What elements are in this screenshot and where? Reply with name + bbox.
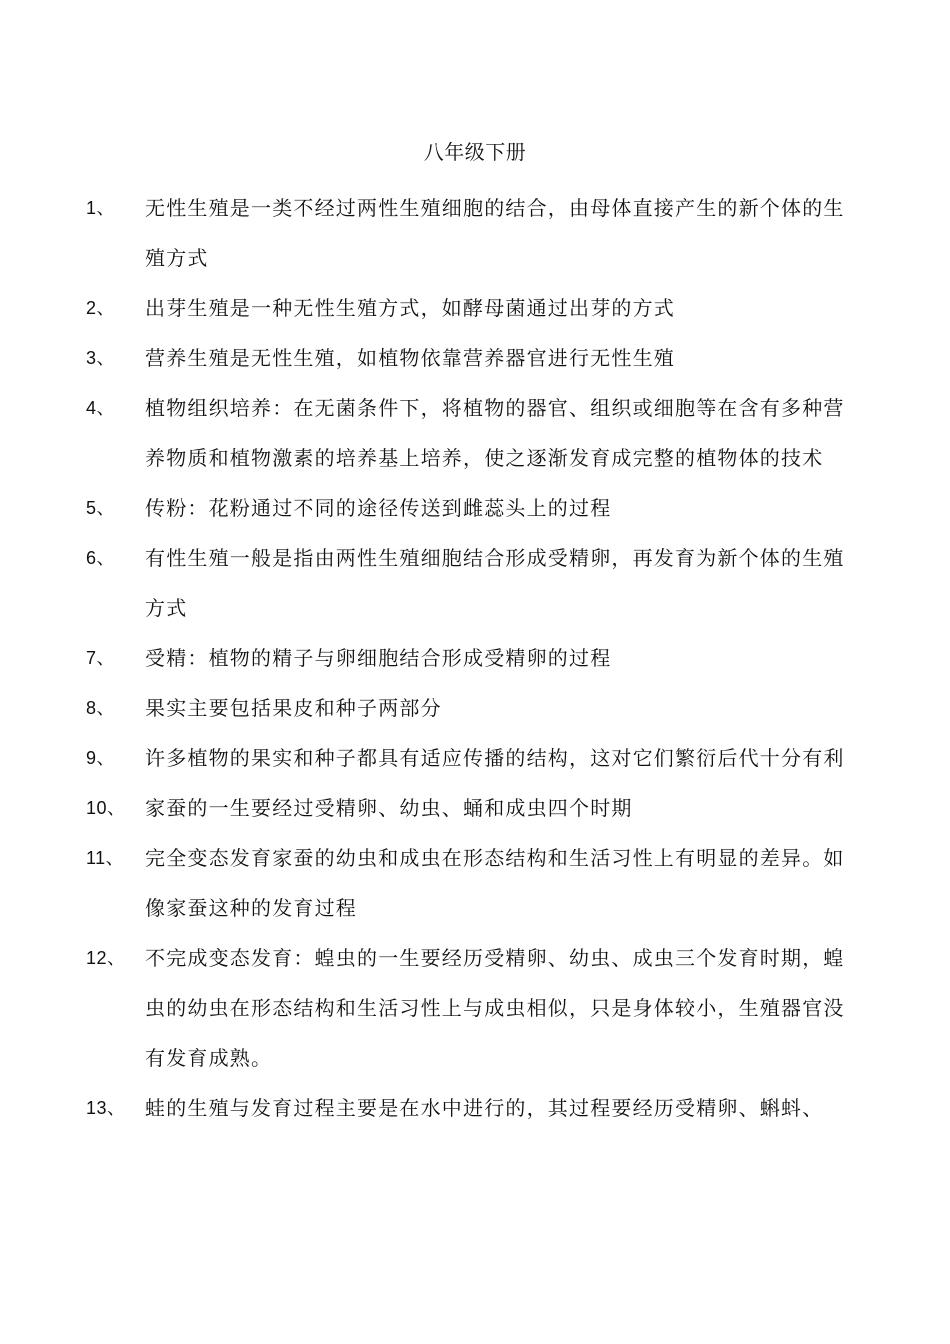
item-text: 家蚕的一生要经过受精卵、幼虫、蛹和成虫四个时期 [145,796,633,820]
list-item [0,283,950,333]
item-text: 出芽生殖是一种无性生殖方式，如酵母菌通过出芽的方式 [145,296,675,320]
item-number: 3、 [86,348,116,368]
list-item [0,533,950,633]
item-text: 果实主要包括果皮和种子两部分 [145,696,442,720]
list-item [0,933,950,1083]
item-number: 13、 [86,1098,126,1118]
list-item [0,383,950,483]
item-number: 12、 [86,948,126,968]
item-text: 传粉：花粉通过不同的途径传送到雌蕊头上的过程 [145,496,612,520]
list-item [0,833,950,933]
item-text: 植物组织培养：在无菌条件下，将植物的器官、组织或细胞等在含有多种营养物质和植物激素的培养基上培养，使之逐渐发育成完整的植物体的技术 [145,396,845,470]
item-text: 有性生殖一般是指由两性生殖细胞结合形成受精卵，再发育为新个体的生殖方式 [145,546,845,620]
list-item [0,333,950,383]
list-item [0,483,950,533]
numbered-list [0,183,950,1133]
item-number: 7、 [86,648,116,668]
item-number: 8、 [86,698,116,718]
item-number: 10、 [86,798,126,818]
item-number: 9、 [86,748,116,768]
item-number: 2、 [86,298,116,318]
item-number: 5、 [86,498,116,518]
list-item [0,183,950,283]
item-text: 不完成变态发育：蝗虫的一生要经历受精卵、幼虫、成虫三个发育时期，蝗虫的幼虫在形态结构和生活习性上与成虫相似，只是身体较小，生殖器官没有发育成熟。 [145,946,845,1070]
item-number: 6、 [86,548,116,568]
list-item [0,783,950,833]
item-text: 完全变态发育家蚕的幼虫和成虫在形态结构和生活习性上有明显的差异。如像家蚕这种的发育过程 [145,846,845,920]
item-number: 4、 [86,398,116,418]
list-item [0,683,950,733]
list-item [0,633,950,683]
list-item [0,1083,950,1133]
list-item [0,733,950,783]
item-text: 营养生殖是无性生殖，如植物依靠营养器官进行无性生殖 [145,346,675,370]
item-text: 许多植物的果实和种子都具有适应传播的结构，这对它们繁衍后代十分有利 [145,746,845,770]
item-text: 受精：植物的精子与卵细胞结合形成受精卵的过程 [145,646,612,670]
item-text: 蛙的生殖与发育过程主要是在水中进行的，其过程要经历受精卵、蝌蚪、 [145,1096,824,1120]
item-number: 11、 [86,848,125,868]
item-number: 1、 [86,198,116,218]
page-title: 八年级下册 [423,140,527,164]
item-text: 无性生殖是一类不经过两性生殖细胞的结合，由母体直接产生的新个体的生殖方式 [145,196,845,270]
